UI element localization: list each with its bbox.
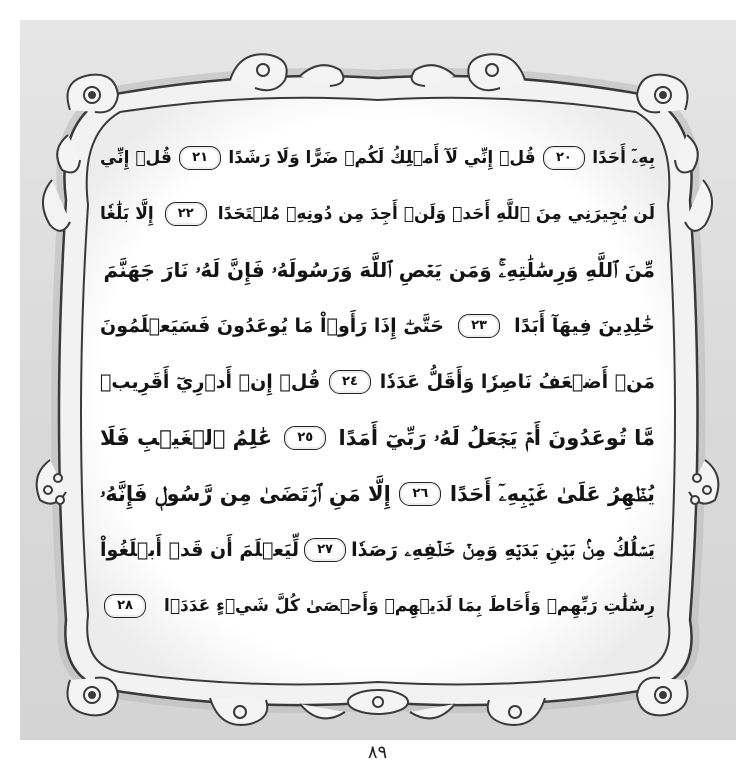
text-line — [100, 522, 655, 578]
ayah-number-marker: ٢٣ — [458, 314, 500, 338]
verse-text: إِلَّا مَنِ ٱرۡتَضَىٰ مِن رَّسُولٖ فَإِنَّهُۥ — [100, 482, 391, 506]
ayah-number-marker: ٢٨ — [104, 594, 146, 618]
verse-text: يُظۡهِرُ عَلَىٰ غَيۡبِهِۦٓ أَحَدًا — [449, 482, 655, 506]
ayah-number-marker: ٢٥ — [284, 426, 326, 450]
verse-text: لَن يُجِيرَنِي مِنَ ٱللَّهِ أَحَدٞ وَلَنۡ أَجِدَ مِن دُونِهِۦ مُلۡتَحَدًا — [217, 204, 655, 224]
verse-text: حَتَّىٰٓ إِذَا رَأَوۡاْ مَا يُوعَدُونَ فَسَيَعۡلَمُونَ — [100, 315, 444, 337]
verse-text: مَنۡ أَضۡعَفُ نَاصِرٗا وَأَقَلُّ عَدَدٗا — [379, 371, 655, 393]
ayah-number-marker: ٢١ — [179, 146, 221, 170]
bottom-center-ornament — [348, 690, 408, 714]
text-line — [100, 354, 655, 410]
text-line — [100, 466, 655, 522]
text-line — [100, 130, 655, 186]
text-line — [100, 410, 655, 466]
ayah-number-marker: ٢٦ — [399, 482, 441, 506]
corner-ornament-bottom-right — [637, 678, 688, 716]
text-line — [100, 242, 655, 298]
verse-text: عَٰلِمُ ٱلۡغَيۡبِ فَلَا — [100, 426, 273, 450]
verse-text: مَّا تُوعَدُونَ أَمۡ يَجۡعَلُ لَهُۥ رَبِّيٓ أَمَدًا — [338, 426, 655, 450]
page-number: ٨٩ — [367, 742, 388, 763]
text-line — [100, 186, 655, 242]
quran-text-block — [100, 130, 655, 634]
verse-text: مِّنَ ٱللَّهِ وَرِسَٰلَٰتِهِۦۚ وَمَن يَعۡصِ ٱللَّهَ وَرَسُولَهُۥ فَإِنَّ لَهُۥ نَارَ جَهَنَّمَ — [103, 258, 655, 282]
verse-text: خَٰلِدِينَ فِيهَآ أَبَدًا — [514, 315, 655, 337]
verse-text: رِسَٰلَٰتِ رَبِّهِمۡ وَأَحَاطَ بِمَا لَدَيۡهِمۡ وَأَحۡصَىٰ كُلَّ شَيۡءٍ عَدَدَۢا — [164, 596, 655, 616]
ayah-number-marker: ٢٢ — [165, 202, 207, 226]
ayah-number-marker: ٢٠ — [543, 146, 585, 170]
ayah-number-marker: ٢٤ — [329, 370, 371, 394]
ayah-number-marker: ٢٧ — [304, 538, 346, 562]
text-line — [100, 578, 655, 634]
verse-text: لِّيَعۡلَمَ أَن قَدۡ أَبۡلَغُواْ — [100, 539, 300, 561]
verse-text: قُلۡ إِنِّي — [100, 148, 172, 168]
text-line — [100, 298, 655, 354]
verse-text: إِلَّا بَلَٰغٗا — [100, 204, 154, 224]
corner-ornament-bottom-left — [68, 678, 119, 716]
verse-text: بِهِۦٓ أَحَدًا — [592, 148, 655, 168]
verse-text: يَسۡلُكُ مِنۢ بَيۡنِ يَدَيۡهِ وَمِنۡ خَلۡفِهِۦ رَصَدٗا — [351, 539, 655, 561]
verse-text: قُلۡ إِنِّي لَآ أَمۡلِكُ لَكُمۡ ضَرًّا وَلَا رَشَدًا — [228, 148, 536, 168]
verse-text: قُلۡ إِنۡ أَدۡرِيٓ أَقَرِيبٞ — [100, 371, 321, 393]
